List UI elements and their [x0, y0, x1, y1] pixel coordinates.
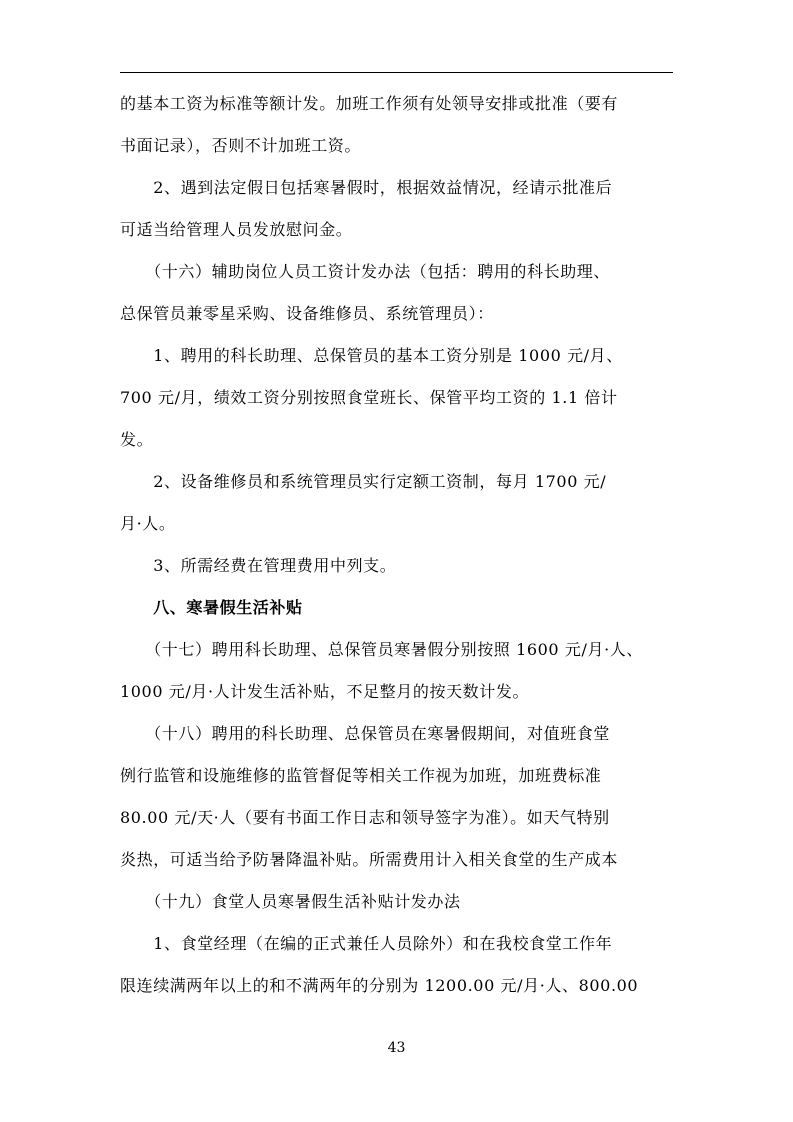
text-line: 3、所需经费在管理费用中列支。: [120, 556, 397, 575]
text-line: 2、设备维修员和系统管理员实行定额工资制，每月 1700 元/: [120, 472, 607, 491]
text-line: 可适当给管理人员发放慰问金。: [120, 220, 353, 239]
text-line: （十六）辅助岗位人员工资计发办法（包括：聘用的科长助理、: [120, 262, 611, 281]
text-line: 月·人。: [120, 514, 176, 533]
text-line: 发。: [120, 430, 154, 449]
header-rule: [120, 72, 673, 73]
text-line: 例行监管和设施维修的监管督促等相关工作视为加班，加班费标准: [120, 766, 602, 785]
text-line: 书面记录），否则不计加班工资。: [120, 136, 362, 155]
text-line: （十九）食堂人员寒暑假生活补贴计发办法: [120, 892, 461, 911]
text-line: （十七）聘用科长助理、总保管员寒暑假分别按照 1600 元/月·人、: [120, 640, 643, 659]
text-line: 700 元/月，绩效工资分别按照食堂班长、保管平均工资的 1.1 倍计: [120, 388, 618, 407]
text-line: 限连续满两年以上的和不满两年的分别为 1200.00 元/月·人、800.00: [120, 976, 639, 995]
text-line: 总保管员兼零星采购、设备维修员、系统管理员）：: [120, 304, 494, 323]
text-line: 1、聘用的科长助理、总保管员的基本工资分别是 1000 元/月、: [120, 346, 623, 365]
text-line: 的基本工资为标准等额计发。加班工作须有处领导安排或批准（要有: [120, 94, 619, 113]
text-line: 1、食堂经理（在编的正式兼任人员除外）和在我校食堂工作年: [120, 934, 613, 953]
text-line: 炎热，可适当给予防暑降温补贴。所需费用计入相关食堂的生产成本: [120, 850, 619, 869]
section-heading: 八、寒暑假生活补贴: [120, 598, 303, 617]
text-line: 1000 元/月·人计发生活补贴，不足整月的按天数计发。: [120, 682, 530, 701]
page-number: 43: [387, 1040, 406, 1056]
text-line: （十八）聘用的科长助理、总保管员在寒暑假期间，对值班食堂: [120, 724, 611, 743]
text-line: 80.00 元/天·人（要有书面工作日志和领导签字为准）。如天气特别: [120, 808, 610, 827]
text-line: 2、遇到法定假日包括寒暑假时，根据效益情况，经请示批准后: [120, 178, 613, 197]
